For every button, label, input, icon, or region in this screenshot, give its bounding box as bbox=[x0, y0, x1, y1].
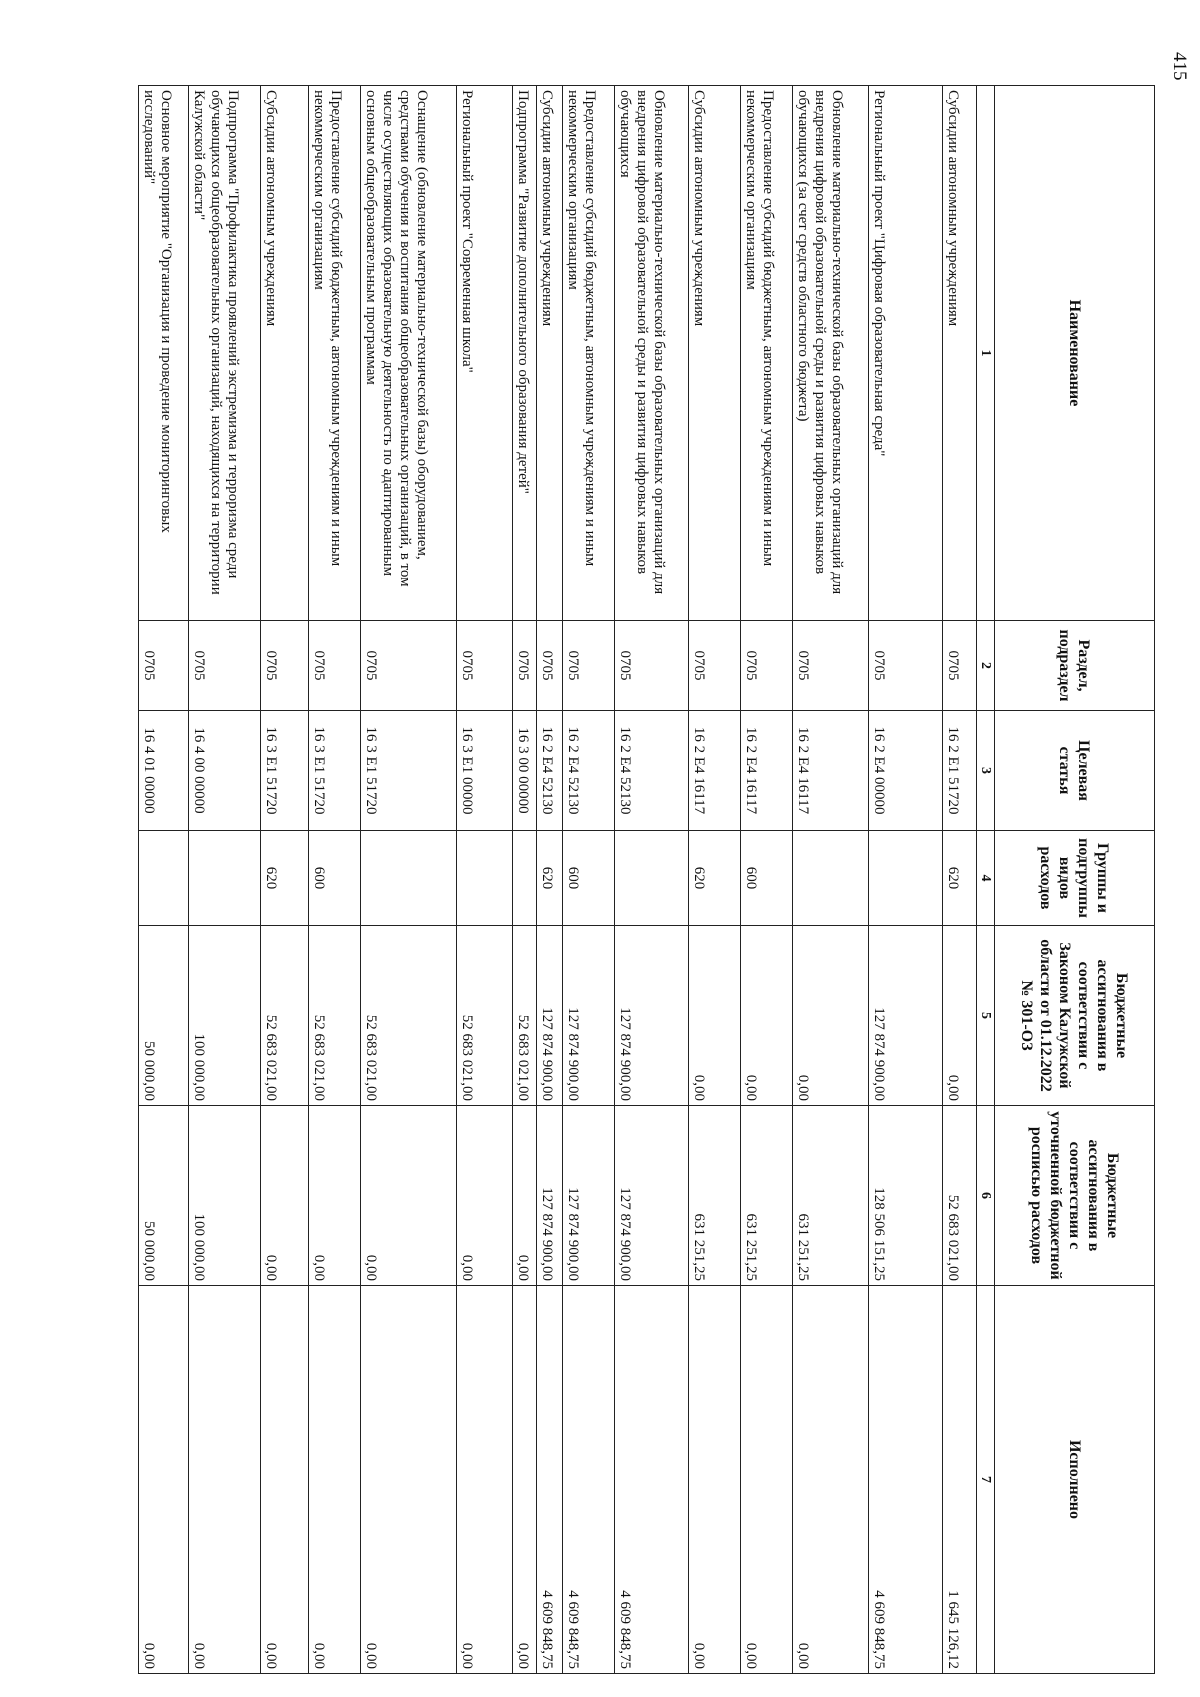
row-section: 0705 bbox=[615, 621, 689, 711]
row-plan: 0,00 bbox=[513, 1106, 537, 1286]
row-group: 620 bbox=[261, 831, 309, 926]
row-group: 600 bbox=[563, 831, 615, 926]
row-plan: 128 506 151,25 bbox=[869, 1106, 943, 1286]
row-name: Предоставление субсидий бюджетным, автономным учреждениям и иным некоммерческим организациям bbox=[309, 86, 361, 621]
row-law: 0,00 bbox=[793, 926, 869, 1106]
row-executed: 0,00 bbox=[457, 1286, 513, 1674]
row-executed: 0,00 bbox=[689, 1286, 741, 1674]
row-law: 52 683 021,00 bbox=[261, 926, 309, 1106]
row-law: 0,00 bbox=[943, 926, 977, 1106]
row-name: Субсидии автономным учреждениям bbox=[943, 86, 977, 621]
column-number: 7 bbox=[977, 1286, 995, 1674]
row-law: 127 874 900,00 bbox=[869, 926, 943, 1106]
table-row bbox=[513, 86, 537, 1674]
row-section: 0705 bbox=[261, 621, 309, 711]
row-group: 620 bbox=[943, 831, 977, 926]
page-number: 415 bbox=[1169, 52, 1190, 81]
rotated-document bbox=[92, 85, 1155, 1673]
table-row bbox=[457, 86, 513, 1674]
row-name: Региональный проект "Цифровая образовательная среда" bbox=[869, 86, 943, 621]
row-law: 100 000,00 bbox=[189, 926, 261, 1106]
row-article: 16 4 01 00000 bbox=[139, 711, 189, 831]
table-row bbox=[139, 86, 189, 1674]
row-article: 16 3 E1 00000 bbox=[457, 711, 513, 831]
row-executed: 0,00 bbox=[261, 1286, 309, 1674]
row-executed: 0,00 bbox=[741, 1286, 793, 1674]
row-executed: 4 609 848,75 bbox=[869, 1286, 943, 1674]
row-law: 127 874 900,00 bbox=[563, 926, 615, 1106]
row-plan: 127 874 900,00 bbox=[537, 1106, 563, 1286]
table-row bbox=[869, 86, 943, 1674]
table-row bbox=[741, 86, 793, 1674]
row-section: 0705 bbox=[563, 621, 615, 711]
row-name: Подпрограмма "Развитие дополнительного образования детей" bbox=[513, 86, 537, 621]
row-group: 600 bbox=[309, 831, 361, 926]
row-executed: 1 645 126,12 bbox=[943, 1286, 977, 1674]
row-law: 50 000,00 bbox=[139, 926, 189, 1106]
row-plan: 0,00 bbox=[261, 1106, 309, 1286]
row-law: 52 683 021,00 bbox=[513, 926, 537, 1106]
row-article: 16 3 E1 51720 bbox=[261, 711, 309, 831]
header-law: Бюджетные ассигнования в соответствии с Законом Калужской области от 01.12.2022 № 301-ОЗ bbox=[995, 926, 1155, 1106]
row-article: 16 2 E1 51720 bbox=[943, 711, 977, 831]
row-executed: 4 609 848,75 bbox=[537, 1286, 563, 1674]
table-row bbox=[943, 86, 977, 1674]
row-executed: 4 609 848,75 bbox=[563, 1286, 615, 1674]
header-plan: Бюджетные ассигнования в соответствии с уточненной бюджетной росписью расходов bbox=[995, 1106, 1155, 1286]
row-group bbox=[457, 831, 513, 926]
row-plan: 127 874 900,00 bbox=[615, 1106, 689, 1286]
row-law: 127 874 900,00 bbox=[615, 926, 689, 1106]
header-executed: Исполнено bbox=[995, 1286, 1155, 1674]
row-section: 0705 bbox=[741, 621, 793, 711]
table-row bbox=[261, 86, 309, 1674]
row-article: 16 2 E4 52130 bbox=[563, 711, 615, 831]
row-name: Подпрограмма "Профилактика проявлений экстремизма и терроризма среди обучающихся общеобразовательных организаций, находящихся на территории Калужской области" bbox=[189, 86, 261, 621]
row-section: 0705 bbox=[309, 621, 361, 711]
row-group bbox=[189, 831, 261, 926]
row-name: Обновление материально-технической базы образовательных организаций для внедрения цифровой образовательной среды и развития цифровых навыков обучающихся bbox=[615, 86, 689, 621]
column-number: 6 bbox=[977, 1106, 995, 1286]
row-section: 0705 bbox=[361, 621, 457, 711]
column-numbers-row bbox=[977, 86, 995, 1674]
row-group: 620 bbox=[537, 831, 563, 926]
row-article: 16 2 E4 16117 bbox=[793, 711, 869, 831]
row-plan: 127 874 900,00 bbox=[563, 1106, 615, 1286]
table-row bbox=[563, 86, 615, 1674]
row-executed: 4 609 848,75 bbox=[615, 1286, 689, 1674]
row-group: 600 bbox=[741, 831, 793, 926]
row-plan: 0,00 bbox=[361, 1106, 457, 1286]
row-group: 620 bbox=[689, 831, 741, 926]
row-section: 0705 bbox=[793, 621, 869, 711]
row-plan: 631 251,25 bbox=[689, 1106, 741, 1286]
row-name: Оснащение (обновление материально-технической базы) оборудованием, средствами обучения и воспитания общеобразовательных организаций, в том числе осуществляющих образовательную деятельность по адаптированным основным общеобразовательным программам bbox=[361, 86, 457, 621]
row-executed: 0,00 bbox=[139, 1286, 189, 1674]
table-row bbox=[615, 86, 689, 1674]
row-executed: 0,00 bbox=[189, 1286, 261, 1674]
row-plan: 631 251,25 bbox=[741, 1106, 793, 1286]
row-plan: 0,00 bbox=[457, 1106, 513, 1286]
row-executed: 0,00 bbox=[513, 1286, 537, 1674]
column-number: 3 bbox=[977, 711, 995, 831]
row-name: Субсидии автономным учреждениям bbox=[537, 86, 563, 621]
row-section: 0705 bbox=[537, 621, 563, 711]
row-section: 0705 bbox=[457, 621, 513, 711]
row-law: 127 874 900,00 bbox=[537, 926, 563, 1106]
row-article: 16 2 E4 16117 bbox=[741, 711, 793, 831]
table-row bbox=[689, 86, 741, 1674]
row-section: 0705 bbox=[513, 621, 537, 711]
row-section: 0705 bbox=[139, 621, 189, 711]
row-name: Основное мероприятие "Организация и проведение мониторинговых исследований" bbox=[139, 86, 189, 621]
row-plan: 52 683 021,00 bbox=[943, 1106, 977, 1286]
row-article: 16 3 E1 51720 bbox=[361, 711, 457, 831]
row-article: 16 2 E4 52130 bbox=[537, 711, 563, 831]
row-section: 0705 bbox=[943, 621, 977, 711]
row-law: 52 683 021,00 bbox=[309, 926, 361, 1106]
row-name: Предоставление субсидий бюджетным, автономным учреждениям и иным некоммерческим организациям bbox=[741, 86, 793, 621]
row-article: 16 3 E1 51720 bbox=[309, 711, 361, 831]
row-plan: 0,00 bbox=[309, 1106, 361, 1286]
row-name: Региональный проект "Современная школа" bbox=[457, 86, 513, 621]
header-row bbox=[995, 86, 1155, 1674]
row-group bbox=[869, 831, 943, 926]
table-row bbox=[189, 86, 261, 1674]
table-row bbox=[537, 86, 563, 1674]
row-group bbox=[513, 831, 537, 926]
row-name: Субсидии автономным учреждениям bbox=[261, 86, 309, 621]
column-number: 1 bbox=[977, 86, 995, 621]
row-law: 0,00 bbox=[689, 926, 741, 1106]
row-law: 52 683 021,00 bbox=[361, 926, 457, 1106]
header-group: Группы и подгруппы видов расходов bbox=[995, 831, 1155, 926]
column-number: 4 bbox=[977, 831, 995, 926]
row-executed: 0,00 bbox=[309, 1286, 361, 1674]
row-group bbox=[793, 831, 869, 926]
budget-table bbox=[138, 85, 1155, 1674]
row-name: Обновление материально-технической базы образовательных организаций для внедрения цифровой образовательной среды и развития цифровых навыков обучающихся (за счет средств областного бюджета) bbox=[793, 86, 869, 621]
row-section: 0705 bbox=[189, 621, 261, 711]
row-article: 16 2 E4 00000 bbox=[869, 711, 943, 831]
row-name: Субсидии автономным учреждениям bbox=[689, 86, 741, 621]
row-executed: 0,00 bbox=[361, 1286, 457, 1674]
row-law: 52 683 021,00 bbox=[457, 926, 513, 1106]
row-plan: 100 000,00 bbox=[189, 1106, 261, 1286]
row-section: 0705 bbox=[869, 621, 943, 711]
header-section: Раздел, подраздел bbox=[995, 621, 1155, 711]
row-article: 16 4 00 00000 bbox=[189, 711, 261, 831]
row-article: 16 2 E4 16117 bbox=[689, 711, 741, 831]
row-article: 16 3 00 00000 bbox=[513, 711, 537, 831]
row-plan: 631 251,25 bbox=[793, 1106, 869, 1286]
table-row bbox=[361, 86, 457, 1674]
row-executed: 0,00 bbox=[793, 1286, 869, 1674]
table-row bbox=[309, 86, 361, 1674]
row-plan: 50 000,00 bbox=[139, 1106, 189, 1286]
row-name: Предоставление субсидий бюджетным, автономным учреждениям и иным некоммерческим организациям bbox=[563, 86, 615, 621]
row-group bbox=[361, 831, 457, 926]
row-article: 16 2 E4 52130 bbox=[615, 711, 689, 831]
row-group bbox=[139, 831, 189, 926]
row-law: 0,00 bbox=[741, 926, 793, 1106]
column-number: 5 bbox=[977, 926, 995, 1106]
row-section: 0705 bbox=[689, 621, 741, 711]
table-row bbox=[793, 86, 869, 1674]
header-name: Наименование bbox=[995, 86, 1155, 621]
row-group bbox=[615, 831, 689, 926]
column-number: 2 bbox=[977, 621, 995, 711]
header-article: Целевая статья bbox=[995, 711, 1155, 831]
